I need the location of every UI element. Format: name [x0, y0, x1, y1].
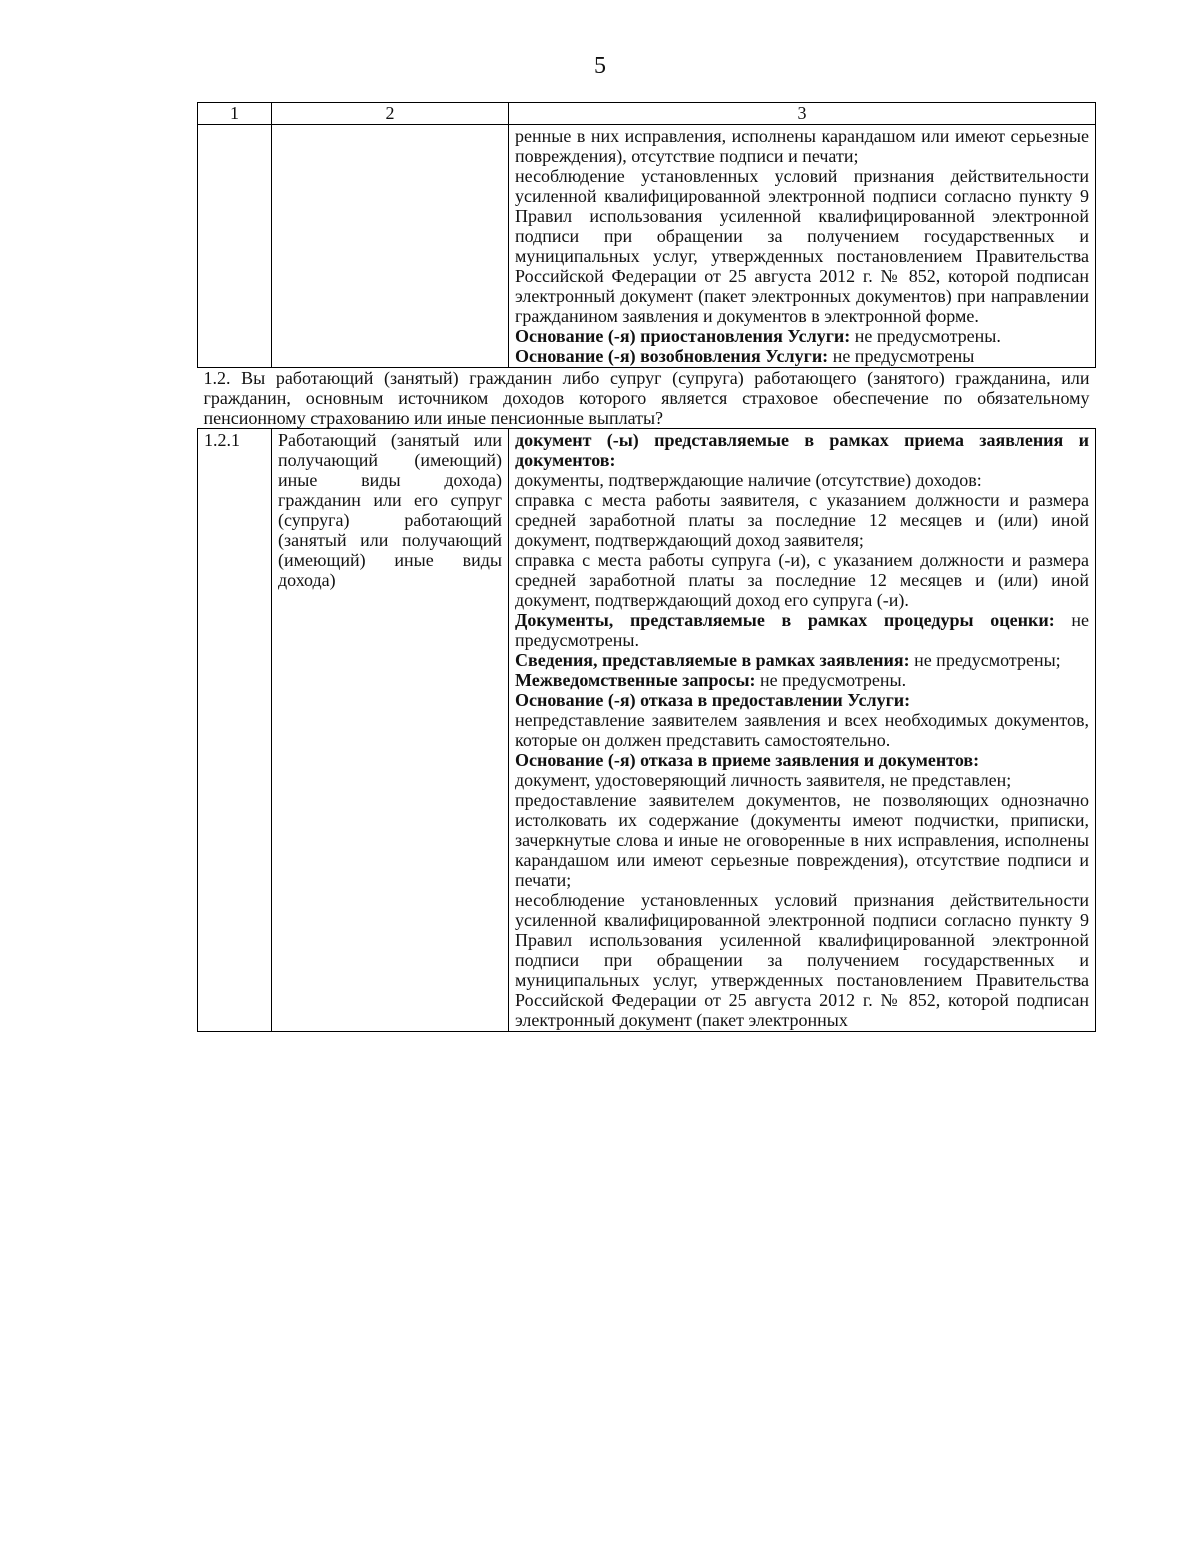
table-row — [198, 429, 1096, 1032]
paragraph: справка с места работы супруга (-и), с указанием должности и размера средней заработной платы за последние 12 месяцев и (или) иной документ, подтверждающий доход его супруга (-и). — [515, 550, 1089, 610]
page-number: 5 — [594, 53, 606, 79]
paragraph: Документы, представляемые в рамках процедуры оценки: не предусмотрены. — [515, 610, 1089, 650]
header-col-2: 2 — [272, 103, 509, 125]
table-header-row — [198, 103, 1096, 125]
paragraph: Сведения, представляемые в рамках заявления: не предусмотрены; — [515, 650, 1061, 670]
cell-requirements — [509, 429, 1096, 1032]
cell-number-empty — [198, 125, 272, 368]
cell-requirements-continued — [509, 125, 1096, 368]
paragraph: несоблюдение установленных условий признания действительности усиленной квалифицированной электронной подписи согласно пункту 9 Правил использования усиленной квалифицированной электронной подписи при обращении за получением государственных и муниципальных услуг, утвержденных постановлением Правительства Российской Федерации от 25 августа 2012 г. № 852, которой подписан электронный документ (пакет электронных документов) при направлении гражданином заявления и документов в электронной форме. — [515, 166, 1089, 326]
paragraph: документы, подтверждающие наличие (отсутствие) доходов: — [515, 470, 982, 490]
paragraph: Основание (-я) возобновления Услуги: не предусмотрены — [515, 346, 975, 366]
paragraph: предоставление заявителем документов, не позволяющих однозначно истолковать их содержание (документы имеют подчистки, приписки, зачеркнутые слова и иные не оговоренные в них исправления, исполнены карандашом или имеют серьезные повреждения), отсутствие подписи и печати; — [515, 790, 1089, 890]
cell-category-empty — [272, 125, 509, 368]
cell-category: Работающий (занятый или получающий (имеющий) иные виды дохода) гражданин или его супруг (супруга) работающий (занятый или получающий (имеющий) иные виды дохода) — [272, 429, 509, 1032]
paragraph: документ, удостоверяющий личность заявителя, не представлен; — [515, 770, 1012, 790]
paragraph: Межведомственные запросы: не предусмотрены. — [515, 670, 907, 690]
question-text: 1.2. Вы работающий (занятый) гражданин либо супруг (супруга) работающего (занятого) гражданина, или гражданин, основным источником доходов которого является страховое обеспечение по обязательному пенсионному страхованию или иные пенсионные выплаты? — [198, 368, 1096, 429]
paragraph: Основание (-я) приостановления Услуги: не предусмотрены. — [515, 326, 1001, 346]
paragraph: справка с места работы заявителя, с указанием должности и размера средней заработной платы за последние 12 месяцев и (или) иной документ, подтверждающий доход заявителя; — [515, 490, 1089, 550]
cell-number: 1.2.1 — [198, 429, 272, 1032]
header-col-1: 1 — [198, 103, 272, 125]
requirements-table — [197, 102, 1096, 1032]
paragraph: несоблюдение установленных условий признания действительности усиленной квалифицированной электронной подписи согласно пункту 9 Правил использования усиленной квалифицированной электронной подписи при обращении за получением государственных и муниципальных услуг, утвержденных постановлением Правительства Российской Федерации от 25 августа 2012 г. № 852, которой подписан электронный документ (пакет электронных — [515, 890, 1089, 1030]
header-col-3: 3 — [509, 103, 1096, 125]
paragraph: непредставление заявителем заявления и всех необходимых документов, которые он должен представить самостоятельно. — [515, 710, 1089, 750]
paragraph: документ (-ы) представляемые в рамках приема заявления и документов: — [515, 430, 1089, 470]
paragraph: Основание (-я) отказа в приеме заявления и документов: — [515, 750, 980, 770]
paragraph: Основание (-я) отказа в предоставлении Услуги: — [515, 690, 911, 710]
paragraph: ренные в них исправления, исполнены карандашом или имеют серьезные повреждения), отсутствие подписи и печати; — [515, 126, 1089, 166]
table-row-continued — [198, 125, 1096, 368]
question-row — [198, 368, 1096, 429]
